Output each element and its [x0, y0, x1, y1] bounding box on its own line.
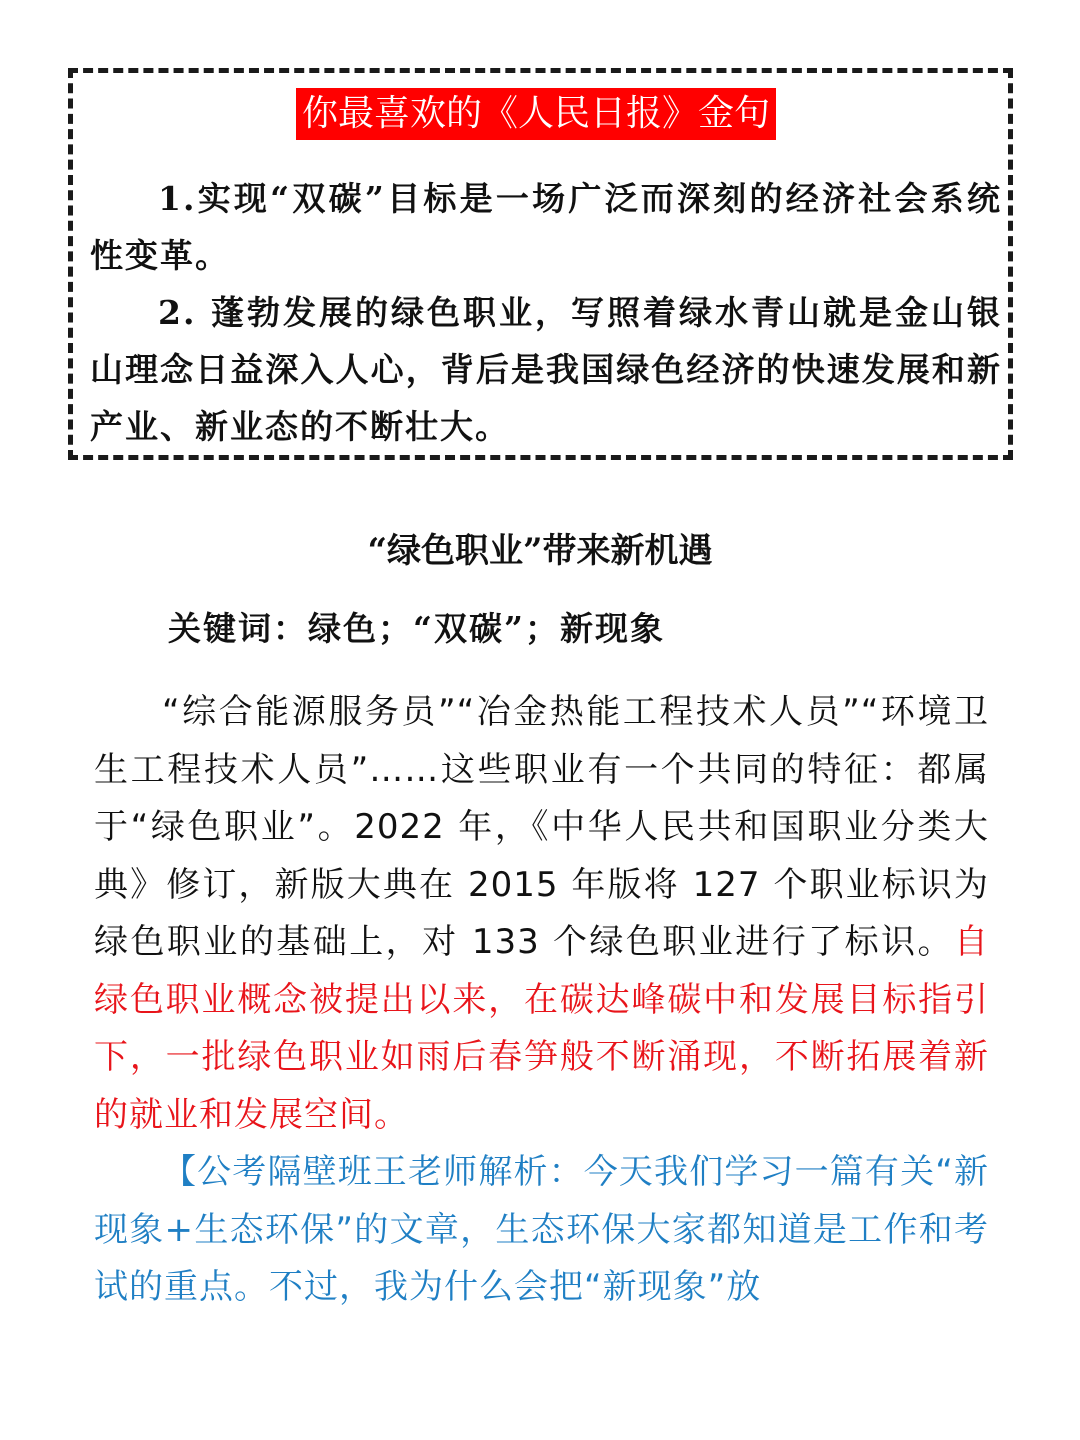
teacher-analysis [94, 1144, 989, 1317]
quote-list [90, 170, 1002, 455]
quote-box-title: 你最喜欢的《人民日报》金句 [296, 88, 776, 140]
quote-item: 2. 蓬勃发展的绿色职业，写照着绿水青山就是金山银山理念日益深入人心，背后是我国绿色经济的快速发展和新产业、新业态的不断壮大。 [90, 293, 1002, 446]
article-keywords: 关键词：绿色；“双碳”；新现象 [168, 609, 665, 648]
analysis-text: 【公考隔壁班王老师解析：今天我们学习一篇有关“新现象+生态环保”的文章，生态环保大家都知道是工作和考试的重点。不过，我为什么会把“新现象”放 [94, 1152, 989, 1307]
highlighted-text: 自绿色职业概念被提出以来，在碳达峰碳中和发展目标指引下，一批绿色职业如雨后春笋般不断涌现，不断拓展着新的就业和发展空间。 [94, 922, 989, 1135]
article-title: “绿色职业”带来新机遇 [367, 531, 713, 571]
article-paragraph [94, 684, 989, 1144]
article-body [94, 684, 989, 1317]
paragraph-text: “综合能源服务员”“冶金热能工程技术人员”“环境卫生工程技术人员”……这些职业有一个共同的特征：都属于“绿色职业”。2022 年，《中华人民共和国职业分类大典》修订，新版大典在 2015 年版将 127 个职业标识为绿色职业的基础上，对 133 个绿色职业进行了标识。 [94, 692, 989, 962]
quote-item: 1.实现“双碳”目标是一场广泛而深刻的经济社会系统性变革。 [90, 179, 1002, 275]
